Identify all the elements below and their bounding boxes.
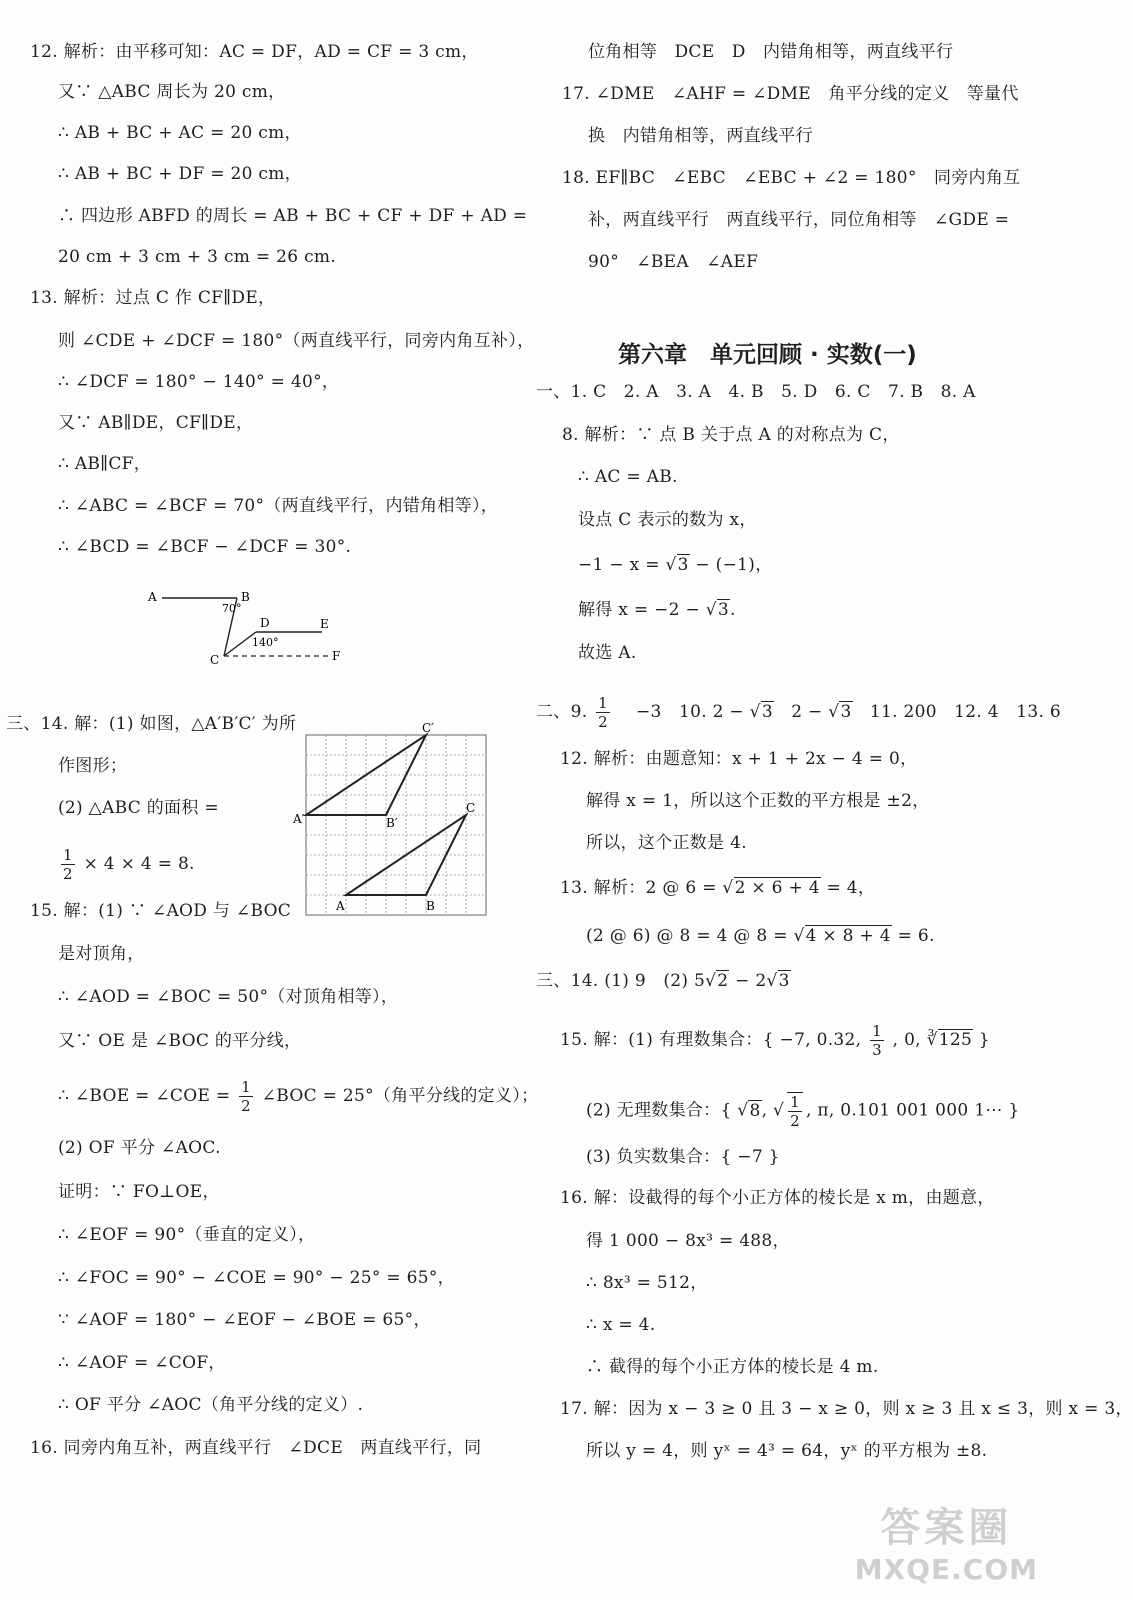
fraction: $\frac{1}{2}$ [787, 1092, 803, 1130]
q16-answer-line: 16. 同旁内角互补，两直线平行 ∠DCE 两直线平行，同 [30, 1438, 482, 1458]
q15-solution-line: ∴ ∠FOC = 90° − ∠COE = 90° − 25° = 65°， [58, 1268, 455, 1288]
q14-solution-line: $\frac{1}{2}$ × 4 × 4 = 8. [63, 846, 195, 883]
q18-answer-line: 18. EF∥BC ∠EBC ∠EBC + ∠2 = 180° 同旁内角互 [562, 168, 1021, 188]
q15-solution-line: 证明：∵ FO⊥OE， [58, 1182, 220, 1202]
q16-solution-line: ∴ 8x³ = 512， [586, 1273, 708, 1293]
q8-solution-line: 8. 解析：∵ 点 B 关于点 A 的对称点为 C， [562, 425, 900, 445]
label-A: A [148, 590, 157, 604]
label-A-prime: A′ [293, 812, 305, 826]
q13-solution-line: ∴ ∠ABC = ∠BCF = 70°（两直线平行，内错角相等）， [58, 496, 499, 516]
label-B-prime: B′ [386, 816, 398, 830]
q13-solution-line: ∴ AB∥CF， [58, 454, 152, 474]
q18-answer-line: 补，两直线平行 两直线平行，同位角相等 ∠GDE = [588, 210, 1010, 230]
q15-solution-line: ∴ OF 平分 ∠AOC（角平分线的定义）. [58, 1395, 364, 1415]
q13-solution-line: 13. 解析：过点 C 作 CF∥DE， [30, 288, 276, 308]
q12-solution-line: ∴ AB + BC + DF = 20 cm， [58, 164, 302, 184]
q15-solution-line: ∵ ∠AOF = 180° − ∠EOF − ∠BOE = 65°， [58, 1310, 431, 1330]
q16-solution-line: ∴ x = 4. [586, 1315, 656, 1335]
q13-solution-line: 则 ∠CDE + ∠DCF = 180°（两直线平行，同旁内角互补）， [58, 331, 535, 351]
q12-solution-line: 20 cm + 3 cm + 3 cm = 26 cm. [58, 247, 337, 267]
label-B: B [241, 590, 250, 604]
q12-solution-line: 12. 解析：由题意知：x + 1 + 2x − 4 = 0， [560, 749, 918, 769]
q18-answer-line: 90° ∠BEA ∠AEF [588, 252, 759, 272]
fraction: $\frac{1}{2}$ [63, 846, 73, 883]
q15-solution-line: 15. 解：(1) 有理数集合：{ −7, 0.32, $\frac{1}{3}$ , 0, ∛125 } [560, 1022, 990, 1059]
q15-solution-line: ∴ ∠AOD = ∠BOC = 50°（对顶角相等）， [58, 987, 399, 1007]
q17-solution-line: 所以 y = 4，则 yˣ = 4³ = 64，yˣ 的平方根为 ±8. [586, 1441, 988, 1461]
q14-solution-line: (2) △ABC 的面积 = [58, 798, 219, 818]
chapter-title: 第六章 单元回顾 · 实数(一) [618, 342, 917, 368]
q15-solution-line: (3) 负实数集合：{ −7 } [586, 1147, 780, 1167]
fraction: $\frac{1}{2}$ [241, 1078, 251, 1115]
q12-solution-line: ∴ 四边形 ABFD 的周长 = AB + BC + CF + DF + AD = [58, 206, 528, 226]
q16-answer-line: 位角相等 DCE D 内错角相等，两直线平行 [588, 42, 954, 62]
angle-140-label: 140° [252, 636, 279, 649]
q15-solution-line: ∴ ∠BOE = ∠COE = $\frac{1}{2}$ ∠BOC = 25°（角平分线的定义）； [58, 1078, 539, 1115]
angle-70-label: 70° [222, 602, 242, 615]
q15-solution-line: (2) OF 平分 ∠AOC. [58, 1138, 221, 1158]
q14-solution-line: 三、14. 解：(1) 如图，△A′B′C′ 为所 [6, 714, 297, 734]
label-C: C [210, 653, 220, 667]
fill-blank-answers: 二、9. $\frac{1}{2}$ −3 10. 2 − √3 2 − √3 11. 200 12. 4 13. 6 [536, 694, 1061, 731]
q13-solution-line: (2 @ 6) @ 8 = 4 @ 8 = √4 × 8 + 4 = 6. [586, 926, 935, 946]
watermark-logo: 答案圈 MXQE.COM [854, 1505, 1038, 1586]
q13-solution-line: ∴ ∠BCD = ∠BCF − ∠DCF = 30°. [58, 537, 352, 557]
q15-solution-line: ∴ ∠EOF = 90°（垂直的定义）， [58, 1225, 316, 1245]
q13-solution-line: 13. 解析：2 @ 6 = √2 × 6 + 4 = 4， [560, 878, 876, 898]
q12-solution-line: 解得 x = 1，所以这个正数的平方根是 ±2， [586, 791, 930, 811]
label-E: E [320, 617, 329, 631]
fraction: $\frac{1}{3}$ [872, 1022, 882, 1059]
q13-solution-line: 又∵ AB∥DE，CF∥DE， [58, 413, 254, 433]
q13-figure [140, 582, 360, 672]
q16-solution-line: 16. 解：设截得的每个小正方体的棱长是 x m，由题意， [560, 1188, 995, 1208]
q12-solution-line: 又∵ △ABC 周长为 20 cm， [58, 82, 286, 102]
label-A: A [336, 899, 345, 913]
q14-answer-line: 三、14. (1) 9 (2) 5√2 − 2√3 [536, 971, 790, 991]
q15-solution-line: ∴ ∠AOF = ∠COF， [58, 1353, 226, 1373]
q13-solution-line: ∴ ∠DCF = 180° − 140° = 40°， [58, 372, 340, 392]
q15-solution-line: 又∵ OE 是 ∠BOC 的平分线， [58, 1031, 302, 1051]
q16-solution-line: 得 1 000 − 8x³ = 488， [586, 1231, 790, 1251]
q15-solution-line: 是对顶角， [58, 944, 145, 964]
q15-solution-line: (2) 无理数集合：{ √8, √ $\frac{1}{2}$ , π, 0.101 001 000 1⋯ } [586, 1093, 1020, 1130]
q17-solution-line: 17. 解：因为 x − 3 ≥ 0 且 3 − x ≥ 0，则 x ≥ 3 且 x ≤ 3，则 x = 3， [560, 1399, 1133, 1419]
label-D: D [260, 616, 270, 630]
label-F: F [332, 649, 341, 663]
q12-solution-line: 所以，这个正数是 4. [586, 833, 747, 853]
label-C-prime: C′ [422, 721, 434, 735]
q8-solution-line: 故选 A. [578, 643, 637, 663]
q17-answer-line: 换 内错角相等，两直线平行 [588, 126, 813, 146]
q15-solution-line: 15. 解：(1) ∵ ∠AOD 与 ∠BOC [30, 901, 292, 921]
label-C: C [466, 801, 476, 815]
q12-solution-line: 12. 解析：由平移可知：AC = DF，AD = CF = 3 cm， [30, 42, 479, 62]
q12-solution-line: ∴ AB + BC + AC = 20 cm， [58, 123, 302, 143]
q17-answer-line: 17. ∠DME ∠AHF = ∠DME 角平分线的定义 等量代 [562, 84, 1019, 104]
choice-answers: 一、1. C 2. A 3. A 4. B 5. D 6. C 7. B 8. A [536, 382, 976, 402]
q8-solution-line: −1 − x = √3 − (−1)， [578, 555, 773, 575]
q14-grid-figure [293, 720, 496, 920]
q14-solution-line: 作图形； [58, 756, 128, 776]
q8-solution-line: 解得 x = −2 − √3. [578, 600, 736, 620]
label-B: B [426, 899, 435, 913]
q16-solution-line: ∴ 截得的每个小正方体的棱长是 4 m. [586, 1357, 879, 1377]
fraction: $\frac{1}{2}$ [598, 694, 608, 731]
q8-solution-line: 设点 C 表示的数为 x， [578, 510, 757, 530]
q8-solution-line: ∴ AC = AB. [578, 467, 678, 487]
